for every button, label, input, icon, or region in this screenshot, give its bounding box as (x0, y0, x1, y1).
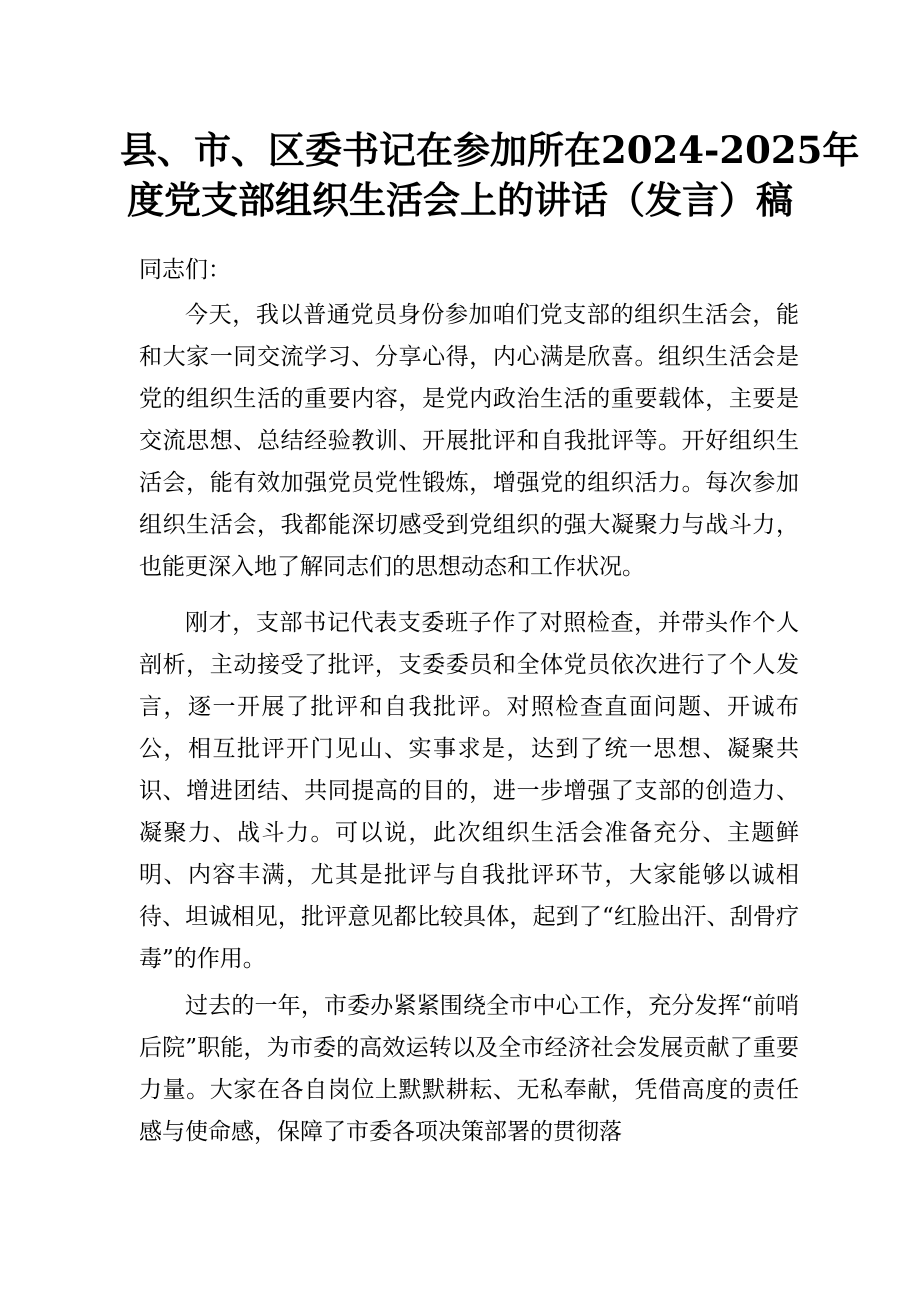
document-title-line-1: 县、市、区委书记在参加所在2024-2025年 (120, 128, 860, 172)
document-title-line-2: 度党支部组织生活会上的讲话（发言）稿 (127, 178, 793, 222)
paragraph-2: 刚才，支部书记代表支委班子作了对照检查，并带头作个人剖析，主动接受了批评，支委委员和全体党员依次进行了个人发言，逐一开展了批评和自我批评。对照检查直面问题、开诚布公，相互批评开门见山、实事求是，达到了统一思想、凝聚共识、增进团结、共同提高的目的，进一步增强了支部的创造力、凝聚力、战斗力。可以说，此次组织生活会准备充分、主题鲜明、内容丰满，尤其是批评与自我批评环节，大家能够以诚相待、坦诚相见，批评意见都比较具体，起到了“红脸出汗、刮骨疗毒”的作用。 (139, 610, 799, 972)
paragraph-1: 今天，我以普通党员身份参加咱们党支部的组织生活会，能和大家一同交流学习、分享心得，内心满是欣喜。组织生活会是党的组织生活的重要内容，是党内政治生活的重要载体，主要是交流思想、总结经验教训、开展批评和自我批评等。开好组织生活会，能有效加强党员党性锻炼，增强党的组织活力。每次参加组织生活会，我都能深切感受到党组织的强大凝聚力与战斗力，也能更深入地了解同志们的思想动态和工作状况。 (139, 302, 799, 580)
salutation: 同志们： (139, 257, 231, 283)
paragraph-3: 过去的一年，市委办紧紧围绕全市中心工作，充分发挥“前哨后院”职能，为市委的高效运转以及全市经济社会发展贡献了重要力量。大家在各自岗位上默默耕耘、无私奉献，凭借高度的责任感与使命感，保障了市委各项决策部署的贯彻落 (139, 993, 799, 1145)
